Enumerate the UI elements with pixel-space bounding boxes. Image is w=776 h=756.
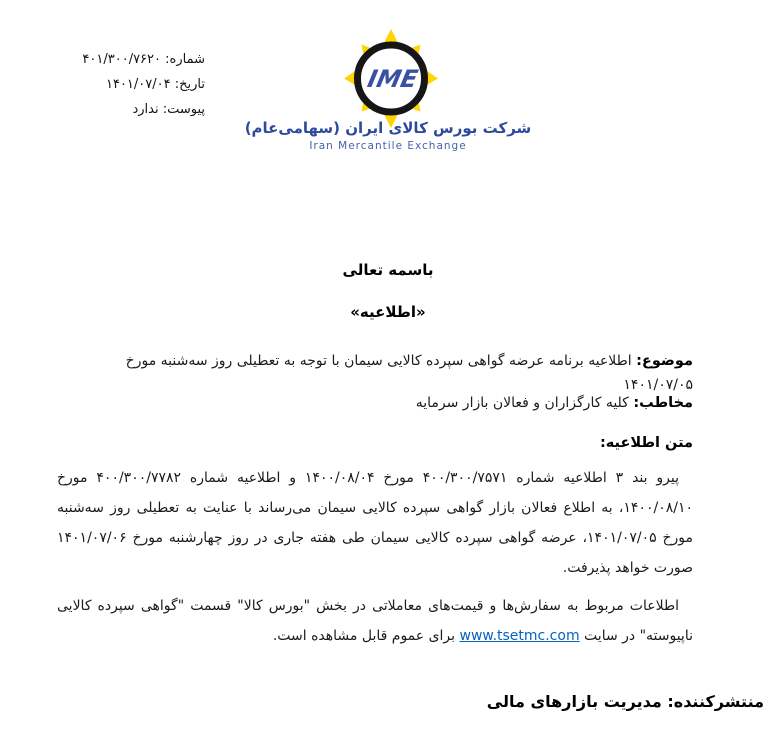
body-paragraph-1: پیرو بند ۳ اطلاعیه شماره ۴۰۰/۳۰۰/۷۵۷۱ مورخ ۱۴۰۰/۰۸/۰۴ و اطلاعیه شماره ۴۰۰/۳۰۰/۷۷۸۲ مورخ ۱۴۰۰/۰۸/۱۰، به اطلاع فعالان بازار گواهی سپرده کالایی سیمان می‌رساند با عنایت به تعطیلی روز سه‌شنبه مورخ ۱۴۰۱/۰۷/۰۵، عرضه گواهی سپرده کالایی سیمان طی هفته جاری در روز چهارشنبه مورخ ۱۴۰۱/۰۷/۰۶ صورت خواهد پذیرفت.: [57, 470, 694, 576]
subject-line: [57, 349, 693, 397]
publisher-line: منتشرکننده: مدیریت بازارهای مالی: [486, 692, 764, 711]
subject-text: اطلاعیه برنامه عرضه گواهی سپرده کالایی سیمان با توجه به تعطیلی روز سه‌شنبه مورخ ۱۴۰۱/۰۷/۰۵: [125, 353, 693, 393]
letter-attachment-value: ندارد: [132, 102, 159, 117]
letter-number-value: ۴۰۱/۳۰۰/۷۶۲۰: [82, 52, 162, 67]
letter-number-label: شماره:: [165, 52, 205, 67]
notice-title-heading: «اطلاعیه»: [350, 303, 426, 321]
tsetmc-link[interactable]: www.tsetmc.com: [459, 628, 580, 644]
audience-text: کلیه کارگزاران و فعالان بازار سرمایه: [415, 395, 634, 411]
letter-date-row: [82, 72, 205, 97]
body-section-label: متن اطلاعیه:: [599, 435, 693, 451]
logo-mark-text: IME: [365, 64, 421, 93]
audience-label: مخاطب:: [633, 395, 693, 411]
letter-attachment-label: پیوست:: [162, 102, 205, 117]
basmala-heading: باسمه تعالی: [342, 261, 434, 279]
letter-number-row: [82, 47, 205, 72]
paragraph2-text-after: برای عموم قابل مشاهده است.: [272, 628, 460, 644]
letterhead-meta: [82, 47, 205, 122]
paragraph2-text-before: اطلاعات مربوط به سفارش‌ها و قیمت‌های معاملاتی در بخش "بورس کالا" قسمت "گواهی سپرده کالایی ناپیوسته" در سایت: [57, 598, 693, 644]
ime-logo-icon: [341, 27, 441, 130]
org-name-en: Iran Mercantile Exchange: [309, 140, 467, 152]
subject-label: موضوع:: [636, 353, 693, 369]
org-name-fa: شرکت بورس کالای ایران (سهامی‌عام): [244, 119, 532, 137]
letter-date-label: تاریخ:: [174, 77, 205, 92]
audience-line: [57, 391, 693, 415]
body-paragraph-2: [57, 591, 693, 651]
letter-date-value: ۱۴۰۱/۰۷/۰۴: [105, 77, 171, 92]
